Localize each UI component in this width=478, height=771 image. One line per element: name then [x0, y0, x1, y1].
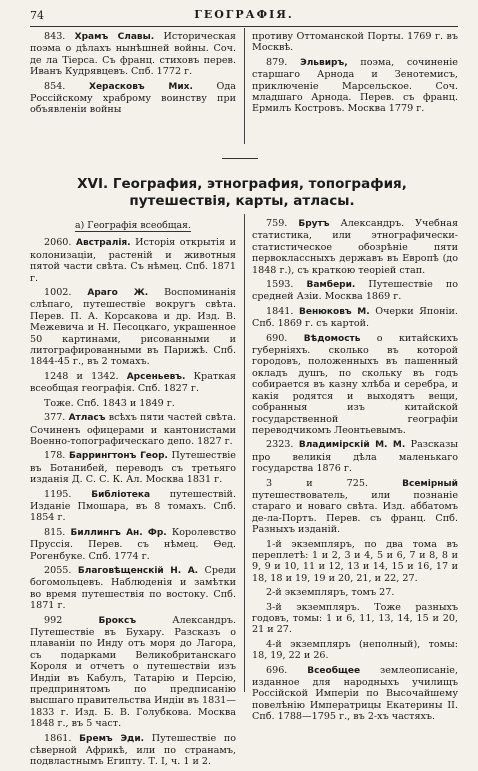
entry-number: 3 и 725.: [266, 477, 369, 489]
entry-text: Александръ. Учебная статистика, или этнографически-статистическое обозрѣніе пяти первоклассныхъ державъ въ Европѣ (до 1848 г.), съ краткою теоріей стап.: [252, 218, 458, 276]
entry-text: Историческая поэма о дѣлахъ нынѣшней войны. Соч. де ла Тіерса. Съ франц. стиховъ перев. Иванъ Кудрявцевъ. Спб. 1772 г.: [30, 31, 236, 78]
catalog-entry: [252, 279, 458, 303]
entry-text: поэма, сочиненіе старшаго Арнода и Зенотемисъ, приключеніе Марсельское. Соч. младшаго Арнода. Перев. съ франц. Ермилъ Костровъ. Москва 1779 г.: [252, 56, 458, 115]
entry-number: 2055.: [44, 564, 72, 576]
main-column-divider: [244, 214, 245, 692]
entry-text: Путешествіе въ Ботанибей, переводъ съ третьяго изданія Д. С. С. К. Ал. Москва 1831 г.: [30, 450, 236, 486]
entry-text: всѣхъ пяти частей свѣта. Сочиненъ офицерами и кантонистами Военно-топографическаго депо. 1827 г.: [30, 412, 236, 447]
entry-number: 1248 и 1342.: [44, 370, 119, 382]
header-rule: [30, 26, 458, 27]
entry-text: путешествій. Изданіе Пмошара, въ 8 томахъ. Спб. 1854 г.: [30, 488, 236, 524]
catalog-entry: [30, 31, 236, 78]
catalog-entry: [252, 333, 458, 437]
entry-heading: Эльвиръ,: [300, 57, 348, 68]
right-column: [252, 218, 458, 726]
entry-number: 1002.: [44, 287, 72, 299]
entry-number: 992: [44, 614, 63, 626]
entry-text: 2-й экземпляръ, томъ 27.: [266, 587, 395, 599]
entry-heading: Араго Ж.: [87, 288, 149, 299]
entry-heading: Бремъ Эди.: [79, 733, 145, 744]
entry-text: Среди богомольцевъ. Наблюденія и замѣтки во время путешествія по востоку. Спб. 1871 г.: [30, 564, 236, 612]
entry-text: противу Оттоманской Порты. 1769 г. въ Москвѣ.: [252, 31, 458, 54]
entry-text: 4-й экземпляръ (неполный), томы: 18, 19, 22 и 26.: [252, 638, 458, 662]
entry-text: Воспоминанія слѣпаго, путешествіе вокругъ свѣта. Перев. П. А. Корсакова и др. Изд. В. Межевича и Н. Песоцкаго, украшенное 50 картинами, рисованными и литографированными въ Парижѣ. Спб. 1844-45 г., въ 2 томахъ.: [30, 287, 236, 368]
entry-heading: Венюковъ М.: [299, 306, 370, 317]
entry-number: 759.: [266, 218, 288, 229]
entry-heading: Биллингъ Ан. Фр.: [70, 527, 167, 538]
catalog-entry: [30, 527, 236, 562]
catalog-entry: [252, 587, 458, 598]
entry-number: 690.: [266, 332, 288, 344]
entry-text: Королевство Пруссія. Перев. съ нѣмец. Ѳед. Рогенбуке. Спб. 1774 г.: [30, 526, 236, 562]
running-title: ГЕОГРАФІЯ.: [194, 8, 294, 21]
catalog-entry: [30, 287, 236, 368]
section-separator: [222, 158, 258, 159]
catalog-entry: [30, 450, 236, 485]
entry-text: о китайскихъ губерніяхъ. сколько въ которой городовъ, положенныхъ въ пашенный окладъ душъ, по скольку въ годъ собирается въ казну хлѣба и серебра, и какія родятся и выходятъ вещи, собранныя изъ китайской государственной географіи переводчикомъ Леонтьевымъ.: [252, 332, 458, 436]
catalog-entry: [30, 489, 236, 524]
entry-number: 843.: [44, 31, 66, 42]
entry-heading: Библіотека: [91, 489, 151, 500]
entry-heading: Всеобщее: [307, 665, 361, 676]
catalog-entry: [30, 615, 236, 730]
entry-heading: Австралія.: [76, 238, 131, 249]
entry-number: 178.: [44, 450, 66, 462]
catalog-entry: [30, 81, 236, 116]
catalog-entry: [252, 539, 458, 585]
entry-text: Краткая всеобщая географія. Спб. 1827 г.: [30, 370, 236, 395]
entry-heading: Вѣдомость: [303, 333, 361, 344]
entry-number: 815.: [44, 526, 66, 538]
entry-heading: Херасковъ Мих.: [89, 81, 193, 92]
catalog-entry: [252, 639, 458, 662]
top-column-divider: [244, 28, 245, 144]
entry-heading: Благовѣщенскій Н. А.: [77, 565, 199, 576]
entry-text: 3-й экземпляръ. Тоже разныхъ годовъ, томы: 1 и 6, 11, 13, 14, 15 и 20, 21 и 27.: [252, 601, 458, 636]
catalog-entry: [252, 439, 458, 474]
section-title: XVI. География, этнография, топография, путешествія, карты, атласы.: [77, 176, 407, 209]
entry-heading: Броксъ: [98, 615, 137, 626]
entry-text: Александръ. Путешествіе въ Бухару. Разсказъ о плаваніи по Инду отъ моря до Лагора, съ подарками Великобританскаго Короля и отчетъ о путешествіи изъ Индіи въ Кабулъ, Татарію и Персію, предпринятомъ по предписанію высшаго правительства Индіи въ 1831—1833 г. Изд. Б. В. Голубкова. Москва 1848 г., въ 5 част.: [30, 614, 236, 730]
entry-number: 2323.: [266, 439, 294, 451]
catalog-entry: [30, 565, 236, 612]
catalog-entry: [252, 57, 458, 115]
entry-number: 854.: [44, 80, 66, 92]
entry-heading: Всемірный: [402, 478, 458, 489]
top-left-column: [30, 31, 236, 119]
entry-heading: Вамбери.: [306, 280, 356, 291]
catalog-entry: [252, 665, 458, 723]
catalog-entry: [30, 371, 236, 395]
entry-heading: Владимірскій М. М.: [298, 440, 406, 451]
page-header: [30, 8, 458, 24]
entry-heading: Баррингтонъ Геор.: [68, 451, 168, 462]
entry-number: 2060.: [44, 237, 72, 249]
catalog-entry: [30, 237, 236, 284]
subsection-title: а) Географія всеобщая.: [75, 220, 191, 231]
entry-number: 696.: [266, 664, 288, 676]
entry-number: 1841.: [266, 305, 294, 317]
entry-heading: Храмъ Славы.: [74, 32, 155, 42]
entry-text: Тоже. Спб. 1843 и 1849 г.: [44, 397, 175, 409]
entry-number: 1195.: [44, 488, 72, 500]
entry-heading: Арсеньевъ.: [126, 371, 186, 382]
catalog-entry: [30, 398, 236, 409]
entry-text: Исторія открытія и колонизаціи, растеній и животныя пятой части свѣта. Съ нѣмец. Спб. 1871 г.: [30, 237, 236, 284]
entry-number: 1593.: [266, 279, 294, 291]
entry-text: Путешествіе по сѣверной Африкѣ, или по странамъ, подвластнымъ Египту. Т. I, ч. 1 и 2.: [30, 732, 236, 768]
entry-number: 377.: [44, 412, 66, 424]
top-right-column: [252, 31, 458, 118]
entry-text: путешествователь, или познаніе стараго и новаго свѣта. Изд. аббатомъ де-ла-Портъ. Перев. съ франц. Спб. Разныхъ изданій.: [252, 489, 458, 536]
entry-number: 879.: [266, 56, 288, 68]
entry-text: 1-й экземпляръ, по два тома въ переплетѣ: 1 и 2, 3 и 4, 5 и 6, 7 и 8, 8 и 9, 9 и 10, 11 и 12, 13 и 14, 15 и 16, 17 и 18, 18 и 19, 19 и 20, 21, и 22, 27.: [252, 538, 458, 584]
catalog-entry: [252, 218, 458, 276]
entry-number: 1861.: [44, 732, 72, 744]
entry-heading: Атласъ: [68, 413, 106, 424]
entry-heading: Брутъ: [298, 219, 330, 229]
entry-text: Разсказы про великія дѣла маленькаго государства 1876 г.: [252, 439, 458, 475]
catalog-entry: [252, 602, 458, 636]
catalog-entry: [252, 306, 458, 330]
catalog-entry: [252, 31, 458, 54]
entry-text: Очерки Японіи. Спб. 1869 г. съ картой.: [252, 305, 458, 330]
entry-text: Ода Россійскому храброму воинству при объявленіи войны: [30, 80, 236, 116]
catalog-entry: [252, 478, 458, 536]
left-column: [30, 218, 236, 771]
catalog-entry: [30, 412, 236, 447]
entry-text: землеописаніе, изданное для народныхъ училищъ Россійской Имперіи по Высочайшему повелѣнію Императрицы Екатерины II. Спб. 1788—1795 г., въ 2-хъ частяхъ.: [252, 664, 458, 723]
catalog-entry: [30, 733, 236, 768]
page-number: 74: [30, 9, 44, 22]
entry-text: Путешествіе по средней Азіи. Москва 1869 г.: [252, 279, 458, 303]
